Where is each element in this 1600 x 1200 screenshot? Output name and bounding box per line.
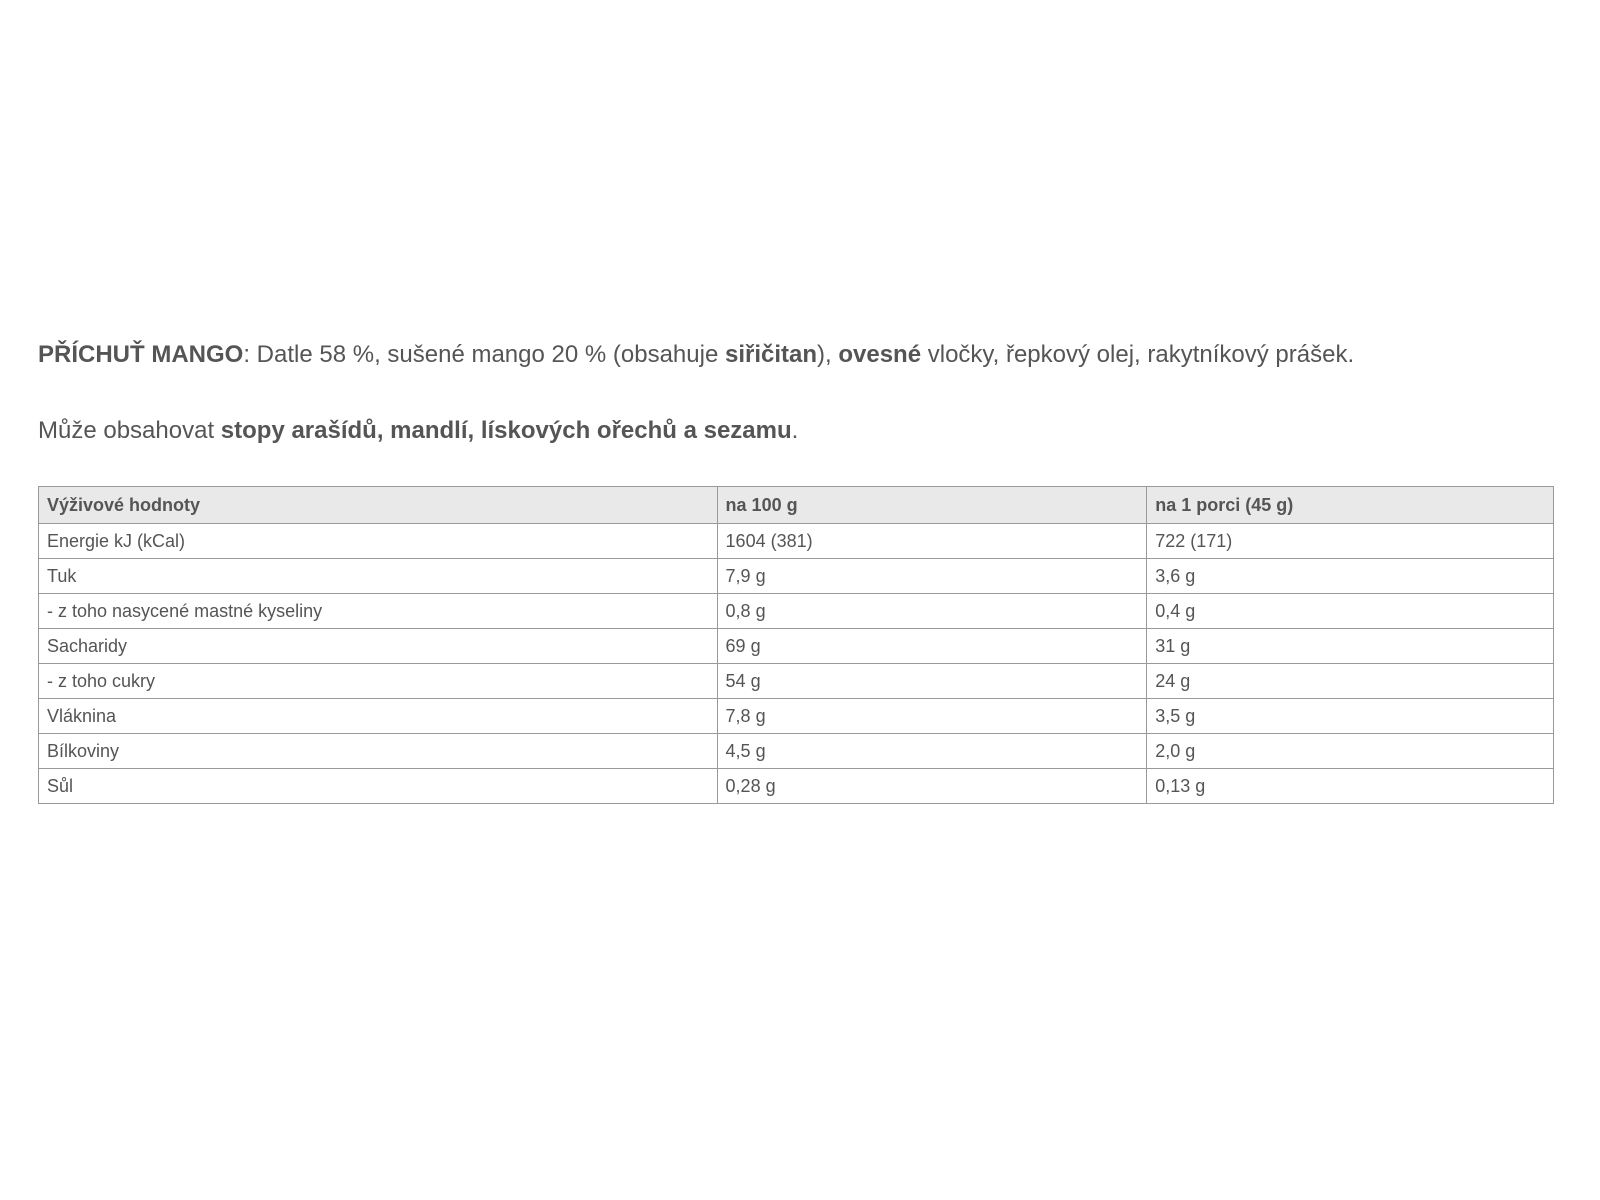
table-row (39, 594, 1554, 629)
ingredients-part-1: : Datle 58 %, sušené mango 20 % (obsahuje (243, 341, 725, 368)
header-nutrient: Výživové hodnoty (39, 487, 718, 524)
header-per-portion: na 1 porci (45 g) (1147, 487, 1554, 524)
table-row (39, 524, 1554, 559)
nutrient-name: Tuk (39, 559, 718, 594)
table-row (39, 629, 1554, 664)
nutrition-table (38, 486, 1554, 804)
ingredients-part-3: vločky, řepkový olej, rakytníkový prášek. (921, 341, 1355, 368)
value-per-100g: 0,8 g (717, 594, 1147, 629)
value-per-100g: 7,8 g (717, 699, 1147, 734)
ingredients-text (38, 338, 1562, 372)
nutrient-name: Sůl (39, 769, 718, 804)
value-per-portion: 3,6 g (1147, 559, 1554, 594)
value-per-100g: 54 g (717, 664, 1147, 699)
allergens-text (38, 414, 1562, 448)
nutrient-name: - z toho cukry (39, 664, 718, 699)
table-row (39, 734, 1554, 769)
value-per-100g: 0,28 g (717, 769, 1147, 804)
table-row (39, 699, 1554, 734)
product-info (38, 338, 1562, 804)
value-per-portion: 2,0 g (1147, 734, 1554, 769)
table-row (39, 559, 1554, 594)
nutrient-name: Bílkoviny (39, 734, 718, 769)
nutrient-name: Energie kJ (kCal) (39, 524, 718, 559)
allergen-sulfite: siřičitan (724, 341, 818, 368)
value-per-portion: 0,13 g (1147, 769, 1554, 804)
value-per-100g: 4,5 g (717, 734, 1147, 769)
ingredients-part-2: ), (817, 341, 839, 368)
allergens-suffix: . (791, 417, 799, 444)
value-per-portion: 31 g (1147, 629, 1554, 664)
table-row (39, 769, 1554, 804)
table-row (39, 664, 1554, 699)
flavor-label: PŘÍCHUŤ MANGO (38, 341, 244, 368)
table-header-row (39, 487, 1554, 524)
value-per-100g: 7,9 g (717, 559, 1147, 594)
value-per-portion: 722 (171) (1147, 524, 1554, 559)
nutrient-name: - z toho nasycené mastné kyseliny (39, 594, 718, 629)
value-per-portion: 0,4 g (1147, 594, 1554, 629)
nutrient-name: Vláknina (39, 699, 718, 734)
allergens-prefix: Může obsahovat (38, 417, 221, 444)
header-per-100g: na 100 g (717, 487, 1147, 524)
value-per-100g: 1604 (381) (717, 524, 1147, 559)
value-per-portion: 24 g (1147, 664, 1554, 699)
value-per-portion: 3,5 g (1147, 699, 1554, 734)
allergen-oat: ovesné (838, 341, 922, 368)
allergens-list: stopy arašídů, mandlí, lískových ořechů a sezamu (220, 417, 792, 444)
value-per-100g: 69 g (717, 629, 1147, 664)
nutrient-name: Sacharidy (39, 629, 718, 664)
